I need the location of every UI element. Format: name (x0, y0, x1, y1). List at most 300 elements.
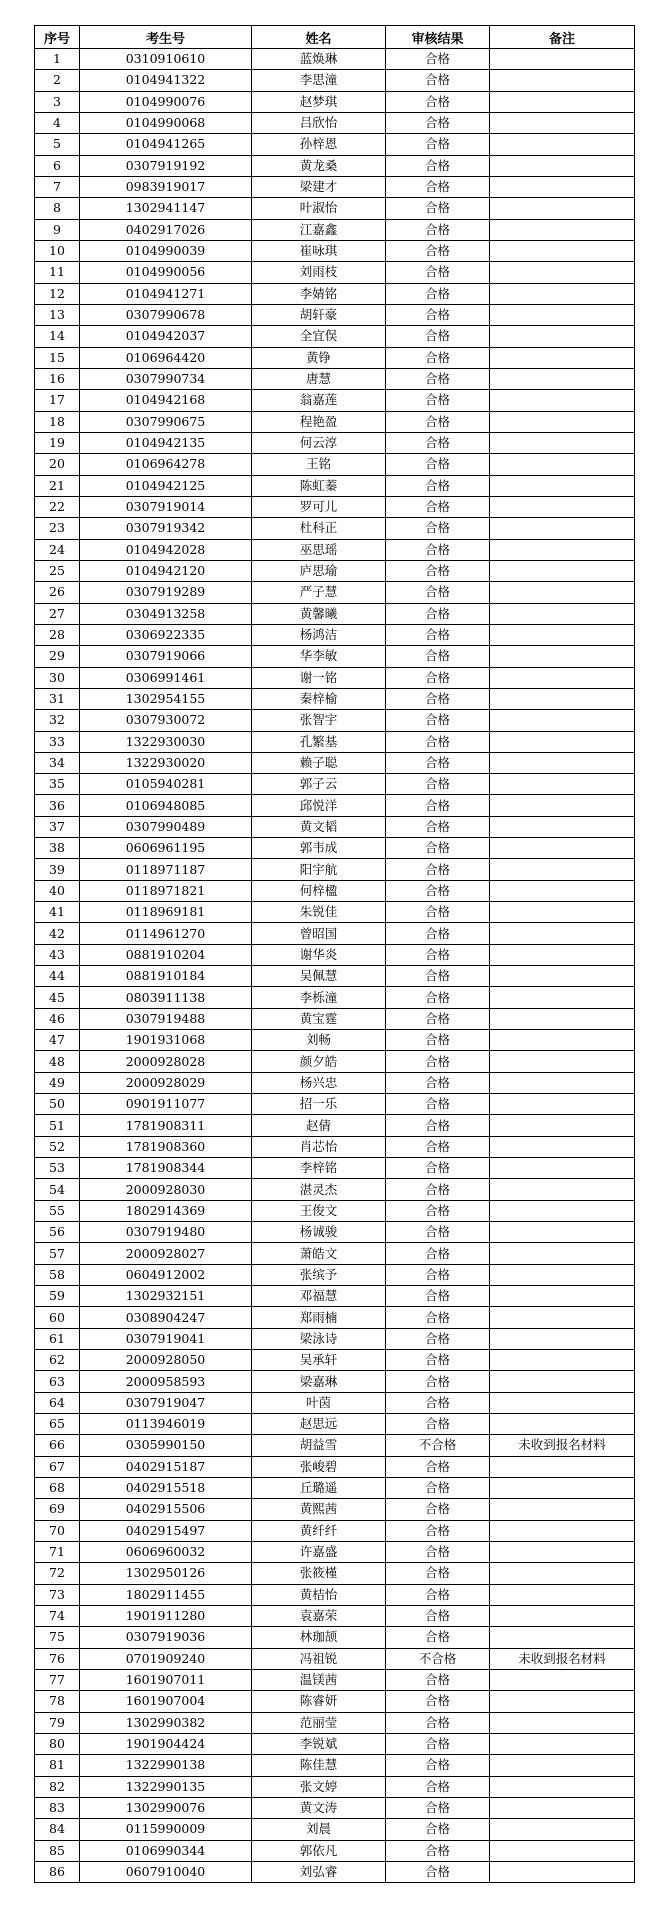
table-row (35, 603, 635, 624)
cell-review-result: 合格 (386, 1669, 490, 1690)
cell-candidate-id: 0104942028 (80, 539, 252, 560)
cell-candidate-id: 0105940281 (80, 774, 252, 795)
cell-candidate-id: 0307919036 (80, 1627, 252, 1648)
cell-candidate-id: 0307919192 (80, 155, 252, 176)
cell-review-result: 合格 (386, 731, 490, 752)
cell-name: 何梓楹 (252, 880, 386, 901)
cell-candidate-id: 2000928050 (80, 1350, 252, 1371)
cell-candidate-id: 0307930072 (80, 710, 252, 731)
cell-review-result: 合格 (386, 1797, 490, 1818)
cell-review-result: 合格 (386, 1008, 490, 1029)
cell-seq: 56 (35, 1222, 80, 1243)
cell-review-result: 合格 (386, 1072, 490, 1093)
table-row (35, 411, 635, 432)
cell-review-result: 合格 (386, 1200, 490, 1221)
cell-candidate-id: 0104942120 (80, 560, 252, 581)
cell-candidate-id: 1322930030 (80, 731, 252, 752)
cell-name: 黄桔怡 (252, 1584, 386, 1605)
cell-review-result: 合格 (386, 326, 490, 347)
table-row (35, 1563, 635, 1584)
cell-remarks (490, 1179, 635, 1200)
cell-remarks (490, 1371, 635, 1392)
cell-remarks (490, 1222, 635, 1243)
cell-remarks (490, 283, 635, 304)
cell-seq: 27 (35, 603, 80, 624)
cell-remarks (490, 1563, 635, 1584)
cell-candidate-id: 1302932151 (80, 1286, 252, 1307)
table-row (35, 326, 635, 347)
cell-review-result: 合格 (386, 1371, 490, 1392)
table-body (35, 49, 635, 1883)
cell-name: 蓝焕琳 (252, 49, 386, 70)
cell-review-result: 合格 (386, 1264, 490, 1285)
cell-remarks (490, 390, 635, 411)
table-row (35, 710, 635, 731)
cell-seq: 34 (35, 752, 80, 773)
cell-review-result: 合格 (386, 1392, 490, 1413)
cell-name: 严子慧 (252, 582, 386, 603)
cell-name: 冯祖锐 (252, 1648, 386, 1669)
cell-seq: 83 (35, 1797, 80, 1818)
cell-remarks (490, 1627, 635, 1648)
cell-seq: 59 (35, 1286, 80, 1307)
table-row (35, 176, 635, 197)
cell-review-result: 合格 (386, 1520, 490, 1541)
table-row (35, 1350, 635, 1371)
header-remarks: 备注 (490, 26, 635, 49)
cell-remarks (490, 1541, 635, 1562)
cell-candidate-id: 1322930020 (80, 752, 252, 773)
cell-name: 黄宝霆 (252, 1008, 386, 1029)
cell-name: 吴佩慧 (252, 966, 386, 987)
cell-name: 颜夕皓 (252, 1051, 386, 1072)
cell-candidate-id: 0104942125 (80, 475, 252, 496)
table-row (35, 902, 635, 923)
cell-review-result: 合格 (386, 1115, 490, 1136)
table-row (35, 624, 635, 645)
cell-name: 孙梓恩 (252, 134, 386, 155)
table-row (35, 475, 635, 496)
cell-remarks (490, 667, 635, 688)
table-row (35, 582, 635, 603)
table-row (35, 1136, 635, 1157)
cell-seq: 43 (35, 944, 80, 965)
table-row (35, 838, 635, 859)
cell-remarks (490, 987, 635, 1008)
table-row (35, 1158, 635, 1179)
cell-seq: 77 (35, 1669, 80, 1690)
cell-review-result: 合格 (386, 1094, 490, 1115)
table-row (35, 1414, 635, 1435)
cell-seq: 61 (35, 1328, 80, 1349)
table-row (35, 1819, 635, 1840)
cell-seq: 30 (35, 667, 80, 688)
cell-review-result: 合格 (386, 1691, 490, 1712)
cell-name: 吴承轩 (252, 1350, 386, 1371)
cell-candidate-id: 0104941271 (80, 283, 252, 304)
cell-remarks (490, 112, 635, 133)
cell-candidate-id: 0106990344 (80, 1840, 252, 1861)
cell-review-result: 合格 (386, 1819, 490, 1840)
cell-name: 许嘉盛 (252, 1541, 386, 1562)
table-row (35, 1541, 635, 1562)
cell-remarks (490, 134, 635, 155)
cell-review-result: 合格 (386, 432, 490, 453)
cell-remarks (490, 1584, 635, 1605)
cell-remarks (490, 603, 635, 624)
cell-name: 陈虹蓁 (252, 475, 386, 496)
cell-name: 郭依凡 (252, 1840, 386, 1861)
cell-candidate-id: 0402917026 (80, 219, 252, 240)
table-row (35, 70, 635, 91)
cell-name: 黄铮 (252, 347, 386, 368)
table-row (35, 1797, 635, 1818)
cell-candidate-id: 0118971187 (80, 859, 252, 880)
cell-candidate-id: 0402915497 (80, 1520, 252, 1541)
cell-remarks (490, 432, 635, 453)
cell-remarks (490, 219, 635, 240)
cell-remarks (490, 1605, 635, 1626)
cell-remarks (490, 838, 635, 859)
table-row (35, 1520, 635, 1541)
cell-remarks (490, 1733, 635, 1754)
cell-remarks (490, 1008, 635, 1029)
cell-name: 肖芯怡 (252, 1136, 386, 1157)
cell-review-result: 合格 (386, 1243, 490, 1264)
cell-review-result: 合格 (386, 816, 490, 837)
cell-candidate-id: 0307919342 (80, 518, 252, 539)
cell-name: 张智宇 (252, 710, 386, 731)
cell-seq: 47 (35, 1030, 80, 1051)
cell-seq: 10 (35, 240, 80, 261)
table-row (35, 1307, 635, 1328)
cell-name: 王俊文 (252, 1200, 386, 1221)
cell-name: 谢一铭 (252, 667, 386, 688)
cell-remarks (490, 1243, 635, 1264)
header-review-result: 审核结果 (386, 26, 490, 49)
cell-seq: 36 (35, 795, 80, 816)
cell-name: 黄文韬 (252, 816, 386, 837)
cell-remarks (490, 518, 635, 539)
cell-candidate-id: 0304913258 (80, 603, 252, 624)
cell-name: 陈佳慧 (252, 1755, 386, 1776)
table-row (35, 1072, 635, 1093)
cell-candidate-id: 0606960032 (80, 1541, 252, 1562)
cell-name: 陈睿妍 (252, 1691, 386, 1712)
cell-seq: 18 (35, 411, 80, 432)
cell-candidate-id: 0306922335 (80, 624, 252, 645)
cell-remarks (490, 582, 635, 603)
cell-review-result: 合格 (386, 923, 490, 944)
cell-remarks (490, 1072, 635, 1093)
cell-review-result: 合格 (386, 859, 490, 880)
cell-candidate-id: 0106964278 (80, 454, 252, 475)
cell-remarks (490, 560, 635, 581)
cell-name: 胡轩豪 (252, 304, 386, 325)
cell-remarks: 未收到报名材料 (490, 1648, 635, 1669)
cell-remarks (490, 198, 635, 219)
cell-remarks (490, 774, 635, 795)
cell-review-result: 合格 (386, 1286, 490, 1307)
cell-remarks (490, 966, 635, 987)
cell-name: 赵梦琪 (252, 91, 386, 112)
cell-name: 刘雨枝 (252, 262, 386, 283)
cell-name: 谢华炎 (252, 944, 386, 965)
table-row (35, 688, 635, 709)
cell-review-result: 合格 (386, 1499, 490, 1520)
table-row (35, 646, 635, 667)
cell-name: 赵思远 (252, 1414, 386, 1435)
cell-seq: 38 (35, 838, 80, 859)
cell-candidate-id: 1802914369 (80, 1200, 252, 1221)
cell-name: 叶茵 (252, 1392, 386, 1413)
cell-seq: 31 (35, 688, 80, 709)
cell-name: 萧皓文 (252, 1243, 386, 1264)
cell-candidate-id: 0606961195 (80, 838, 252, 859)
cell-remarks (490, 326, 635, 347)
cell-name: 湛灵杰 (252, 1179, 386, 1200)
cell-name: 张峻碧 (252, 1456, 386, 1477)
table-row (35, 1243, 635, 1264)
cell-review-result: 合格 (386, 1776, 490, 1797)
table-row (35, 518, 635, 539)
table-row (35, 774, 635, 795)
cell-candidate-id: 0306991461 (80, 667, 252, 688)
cell-seq: 49 (35, 1072, 80, 1093)
cell-remarks (490, 795, 635, 816)
cell-review-result: 合格 (386, 240, 490, 261)
table-row (35, 454, 635, 475)
cell-remarks (490, 411, 635, 432)
cell-remarks (490, 368, 635, 389)
cell-name: 郭子云 (252, 774, 386, 795)
cell-name: 郭韦成 (252, 838, 386, 859)
cell-remarks (490, 1030, 635, 1051)
cell-name: 刘弘睿 (252, 1861, 386, 1882)
cell-name: 孔繁基 (252, 731, 386, 752)
cell-seq: 70 (35, 1520, 80, 1541)
cell-candidate-id: 2000928029 (80, 1072, 252, 1093)
cell-seq: 16 (35, 368, 80, 389)
cell-remarks (490, 816, 635, 837)
cell-remarks (490, 1136, 635, 1157)
cell-candidate-id: 0307919066 (80, 646, 252, 667)
cell-remarks (490, 49, 635, 70)
table-row (35, 1648, 635, 1669)
cell-seq: 24 (35, 539, 80, 560)
cell-review-result: 合格 (386, 134, 490, 155)
cell-remarks (490, 1819, 635, 1840)
cell-review-result: 合格 (386, 454, 490, 475)
cell-remarks (490, 923, 635, 944)
table-row (35, 1755, 635, 1776)
cell-candidate-id: 0901911077 (80, 1094, 252, 1115)
cell-name: 张缤予 (252, 1264, 386, 1285)
cell-name: 丘璐遥 (252, 1477, 386, 1498)
cell-seq: 48 (35, 1051, 80, 1072)
table-row (35, 752, 635, 773)
cell-candidate-id: 1302954155 (80, 688, 252, 709)
cell-seq: 40 (35, 880, 80, 901)
table-row (35, 859, 635, 880)
cell-name: 张筱槿 (252, 1563, 386, 1584)
cell-candidate-id: 0307990489 (80, 816, 252, 837)
cell-seq: 50 (35, 1094, 80, 1115)
cell-candidate-id: 0307919480 (80, 1222, 252, 1243)
cell-candidate-id: 0307919289 (80, 582, 252, 603)
cell-name: 何云淳 (252, 432, 386, 453)
cell-review-result: 合格 (386, 518, 490, 539)
cell-seq: 33 (35, 731, 80, 752)
results-table (34, 25, 635, 1883)
table-row (35, 1008, 635, 1029)
cell-remarks (490, 1051, 635, 1072)
cell-candidate-id: 0307919014 (80, 496, 252, 517)
cell-name: 江嘉鑫 (252, 219, 386, 240)
cell-seq: 63 (35, 1371, 80, 1392)
cell-seq: 8 (35, 198, 80, 219)
cell-remarks (490, 347, 635, 368)
cell-candidate-id: 0307919047 (80, 1392, 252, 1413)
cell-name: 袁嘉荣 (252, 1605, 386, 1626)
cell-seq: 84 (35, 1819, 80, 1840)
cell-remarks (490, 1264, 635, 1285)
table-row (35, 944, 635, 965)
table-row (35, 496, 635, 517)
cell-remarks (490, 1094, 635, 1115)
cell-review-result: 合格 (386, 1477, 490, 1498)
table-row (35, 1115, 635, 1136)
cell-seq: 13 (35, 304, 80, 325)
table-row (35, 304, 635, 325)
cell-name: 梁建才 (252, 176, 386, 197)
cell-name: 邓福慧 (252, 1286, 386, 1307)
table-row (35, 1094, 635, 1115)
cell-candidate-id: 0983919017 (80, 176, 252, 197)
cell-remarks (490, 1307, 635, 1328)
cell-seq: 66 (35, 1435, 80, 1456)
cell-remarks (490, 1797, 635, 1818)
cell-name: 胡益雪 (252, 1435, 386, 1456)
table-row (35, 539, 635, 560)
cell-seq: 29 (35, 646, 80, 667)
cell-name: 罗可儿 (252, 496, 386, 517)
header-seq: 序号 (35, 26, 80, 49)
cell-name: 招一乐 (252, 1094, 386, 1115)
header-row (35, 26, 635, 49)
table-row (35, 1371, 635, 1392)
cell-candidate-id: 0307919041 (80, 1328, 252, 1349)
cell-candidate-id: 2000928027 (80, 1243, 252, 1264)
cell-candidate-id: 0114961270 (80, 923, 252, 944)
cell-review-result: 合格 (386, 262, 490, 283)
table-header (35, 26, 635, 49)
cell-review-result: 合格 (386, 624, 490, 645)
table-row (35, 432, 635, 453)
cell-remarks (490, 1350, 635, 1371)
cell-candidate-id: 0118969181 (80, 902, 252, 923)
cell-name: 程艳盈 (252, 411, 386, 432)
cell-remarks (490, 1776, 635, 1797)
table-row (35, 1051, 635, 1072)
cell-remarks (490, 475, 635, 496)
cell-seq: 15 (35, 347, 80, 368)
cell-candidate-id: 1781908360 (80, 1136, 252, 1157)
table-row (35, 795, 635, 816)
cell-review-result: 合格 (386, 91, 490, 112)
cell-seq: 81 (35, 1755, 80, 1776)
cell-remarks (490, 902, 635, 923)
cell-candidate-id: 0106964420 (80, 347, 252, 368)
cell-name: 梁泳诗 (252, 1328, 386, 1349)
cell-review-result: 合格 (386, 688, 490, 709)
cell-review-result: 合格 (386, 710, 490, 731)
cell-seq: 23 (35, 518, 80, 539)
cell-seq: 25 (35, 560, 80, 581)
cell-seq: 17 (35, 390, 80, 411)
cell-review-result: 合格 (386, 966, 490, 987)
cell-candidate-id: 0305990150 (80, 1435, 252, 1456)
cell-candidate-id: 0104990039 (80, 240, 252, 261)
table-row (35, 1712, 635, 1733)
cell-review-result: 合格 (386, 1328, 490, 1349)
cell-seq: 21 (35, 475, 80, 496)
cell-seq: 68 (35, 1477, 80, 1498)
table-row (35, 1840, 635, 1861)
cell-review-result: 合格 (386, 304, 490, 325)
cell-remarks (490, 1861, 635, 1882)
cell-name: 华李敏 (252, 646, 386, 667)
cell-candidate-id: 0607910040 (80, 1861, 252, 1882)
cell-candidate-id: 1322990138 (80, 1755, 252, 1776)
cell-review-result: 合格 (386, 1605, 490, 1626)
cell-review-result: 合格 (386, 539, 490, 560)
cell-name: 王铭 (252, 454, 386, 475)
header-name: 姓名 (252, 26, 386, 49)
cell-seq: 55 (35, 1200, 80, 1221)
cell-remarks (490, 496, 635, 517)
cell-candidate-id: 0104990076 (80, 91, 252, 112)
cell-candidate-id: 1802911455 (80, 1584, 252, 1605)
table-row (35, 1499, 635, 1520)
cell-remarks (490, 1456, 635, 1477)
cell-remarks (490, 454, 635, 475)
table-row (35, 1435, 635, 1456)
cell-seq: 3 (35, 91, 80, 112)
cell-name: 林珈颉 (252, 1627, 386, 1648)
cell-review-result: 合格 (386, 390, 490, 411)
cell-remarks (490, 1414, 635, 1435)
cell-remarks (490, 176, 635, 197)
cell-review-result: 合格 (386, 112, 490, 133)
cell-seq: 57 (35, 1243, 80, 1264)
cell-review-result: 合格 (386, 1222, 490, 1243)
table-row (35, 91, 635, 112)
cell-name: 黄文涛 (252, 1797, 386, 1818)
cell-remarks (490, 880, 635, 901)
table-row (35, 1627, 635, 1648)
cell-candidate-id: 0402915506 (80, 1499, 252, 1520)
cell-review-result: 不合格 (386, 1648, 490, 1669)
cell-remarks (490, 1691, 635, 1712)
cell-remarks (490, 155, 635, 176)
cell-review-result: 合格 (386, 176, 490, 197)
cell-remarks (490, 710, 635, 731)
cell-remarks (490, 1520, 635, 1541)
cell-seq: 78 (35, 1691, 80, 1712)
cell-seq: 58 (35, 1264, 80, 1285)
cell-candidate-id: 0307990675 (80, 411, 252, 432)
